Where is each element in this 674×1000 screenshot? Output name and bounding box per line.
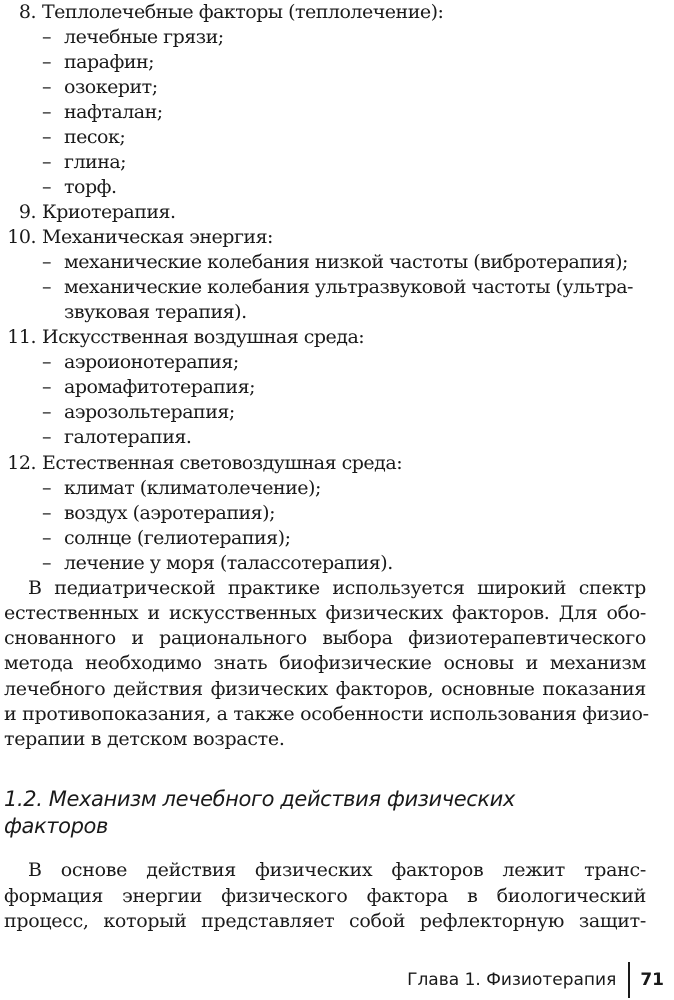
section-heading-line: 1.2. Механизм лечебного действия физических xyxy=(4,787,515,811)
list-title: Искусственная воздушная среда: xyxy=(42,326,365,348)
list-number: 10. xyxy=(7,226,36,248)
paragraph-line: естественных и искусственных физических факторов. Для обо- xyxy=(4,602,646,624)
list-number: 11. xyxy=(7,326,36,348)
section-heading-line: факторов xyxy=(4,814,108,838)
paragraph-line: и противопоказания, а также особенности использования физио- xyxy=(4,703,649,725)
list-title: Механическая энергия: xyxy=(42,226,273,248)
document-page: 8. Теплолечебные факторы (теплолечение): – лечебные грязи; – парафин; – озокерит; – нафталан; – песок; – глина; – торф. 9. Криотерапия. 10. Механическая энергия: – механические колебания низкой частоты (вибротерапия); – механические колебания ультразвуковой частоты (ультра- звуковая терапия). 11. Искусственная воздушная среда: – аэроионотерапия; – аромафитотерапия; – аэрозольтерапия; – галотерапия. 12. Естественная световоздушная среда: – климат (климатолечение); – воздух (аэротерапия); – солнце (гелиотерапия); – лечение у моря (талассотерапия). В педиатрической практике используется широкий спектр естественных и искусственных физических факторов. Для обо- снованного и рационального выбора физиотерапевтического метода необходимо знать биофизические основы и механизм лечебного действия физических факторов, основные показания и противопоказания, а также особенности использования физио- терапии в детском возрасте. 1.2. Механизм лечебного действия физических факторов В основе действия физических факторов лежит транс- формация энергии физического фактора в биологический процесс, который представляет собой рефлекторную защит- Глава 1. Физиотерапия 71 xyxy=(0,0,674,1000)
list-number: 8. xyxy=(18,1,36,23)
paragraph-line: В педиатрической практике используется широкий спектр xyxy=(28,577,646,599)
chapter-title: Глава 1. Физиотерапия xyxy=(407,970,617,990)
page-footer xyxy=(407,962,664,998)
list-title: Естественная световоздушная среда: xyxy=(42,452,403,474)
list-number: 12. xyxy=(7,452,36,474)
page-number: 71 xyxy=(640,970,664,990)
list-title: Криотерапия. xyxy=(42,201,176,223)
paragraph-line: снованного и рационального выбора физиотерапевтического xyxy=(4,627,646,649)
paragraph-line: процесс, который представляет собой рефлекторную защит- xyxy=(4,910,646,932)
list-title: Теплолечебные факторы (теплолечение): xyxy=(42,1,444,23)
footer-divider xyxy=(628,962,630,998)
paragraph-line: формация энергии физического фактора в биологический xyxy=(4,885,646,907)
list-number: 9. xyxy=(18,201,36,223)
paragraph-line: метода необходимо знать биофизические основы и механизм xyxy=(4,652,646,674)
paragraph-line: В основе действия физических факторов лежит транс- xyxy=(28,859,646,881)
paragraph-line: лечебного действия физических факторов, основные показания xyxy=(4,678,646,700)
paragraph-line: терапии в детском возрасте. xyxy=(4,728,285,750)
